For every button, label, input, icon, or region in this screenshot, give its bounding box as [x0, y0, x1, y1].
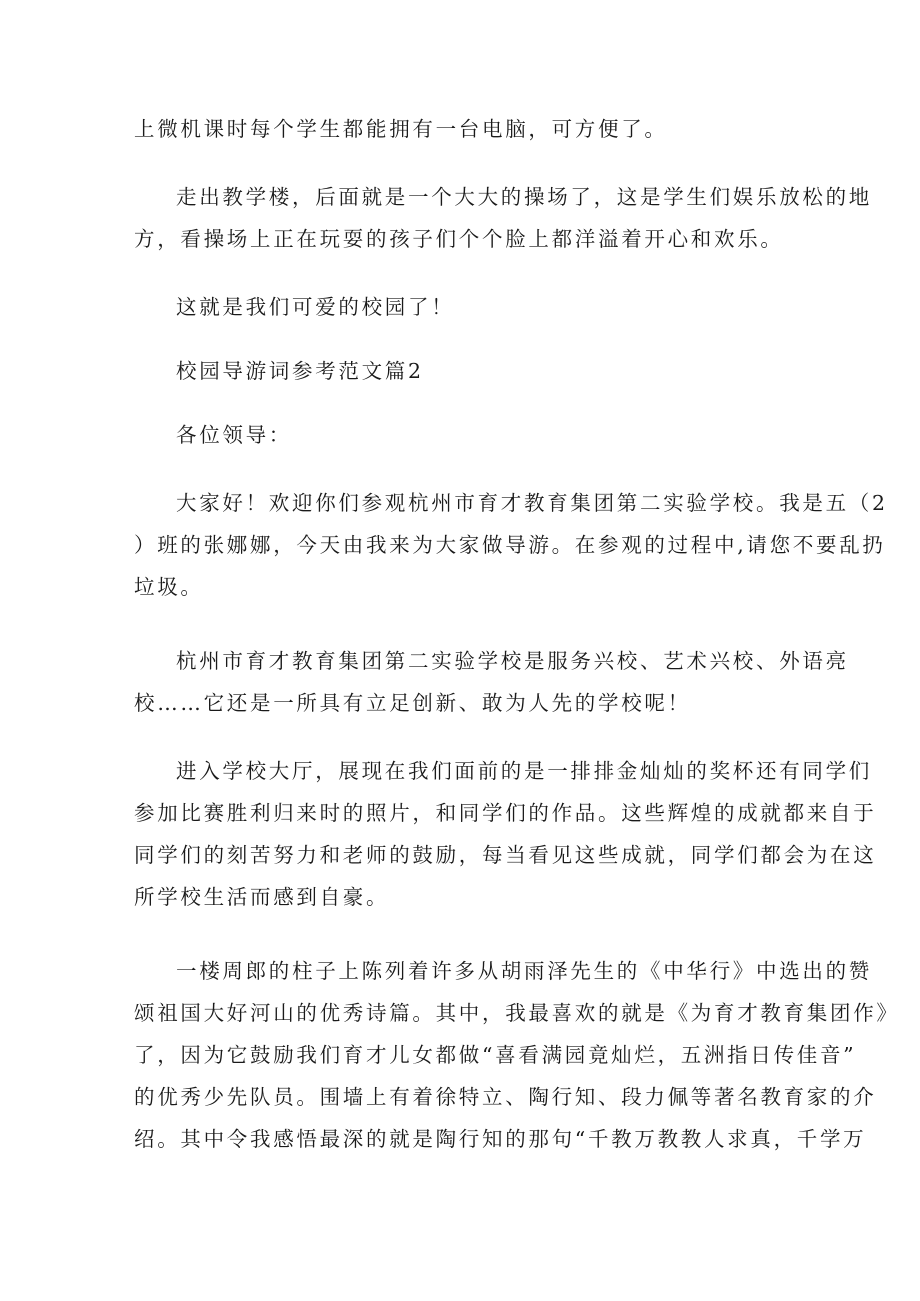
paragraph-9	[134, 950, 900, 1160]
paragraph-3	[176, 286, 454, 328]
section-heading-text: 校园导游词参考范文篇2	[176, 359, 424, 383]
paragraph-line: 垃圾。	[134, 575, 204, 599]
paragraph-7	[134, 640, 849, 724]
paragraph-line: 这就是我们可爱的校园了！	[176, 295, 455, 319]
paragraph-line: 的优秀少先队员。围墙上有着徐特立、陶行知、段力佩等著名教育家的介	[134, 1085, 877, 1109]
section-heading	[176, 350, 424, 392]
paragraph-line: 大家好！欢迎你们参观杭州市育才教育集团第二实验学校。我是五（2	[176, 491, 888, 515]
paragraph-line: ）班的张娜娜，今天由我来为大家做导游。在参观的过程中,请您不要乱扔	[134, 533, 886, 557]
paragraph-line: 了，因为它鼓励我们育才儿女都做“喜看满园竟灿烂，五洲指日传佳音”	[134, 1043, 857, 1067]
paragraph-6	[134, 482, 888, 608]
paragraph-line: 校……它还是一所具有立足创新、敢为人先的学校呢！	[134, 691, 691, 715]
paragraph-line: 一楼周郎的柱子上陈列着许多从胡雨泽先生的《中华行》中选出的赞	[176, 959, 872, 983]
paragraph-line: 方，看操场上正在玩耍的孩子们个个脸上都洋溢着开心和欢乐。	[134, 227, 784, 251]
paragraph-line: 上微机课时每个学生都能拥有一台电脑，可方便了。	[134, 117, 668, 141]
paragraph-line: 颂祖国大好河山的优秀诗篇。其中，我最喜欢的就是《为育才教育集团作》	[134, 1001, 900, 1025]
paragraph-line: 绍。其中令我感悟最深的就是陶行知的那句“千教万教教人求真，千学万	[134, 1127, 867, 1151]
paragraph-line: 参加比赛胜利归来时的照片，和同学们的作品。这些辉煌的成就都来自于	[134, 801, 877, 825]
salutation	[176, 414, 292, 456]
paragraph-line: 走出教学楼，后面就是一个大大的操场了，这是学生们娱乐放松的地	[176, 185, 872, 209]
paragraph-line: 进入学校大厅，展现在我们面前的是一排排金灿灿的奖杯还有同学们	[176, 759, 872, 783]
paragraph-1	[134, 108, 794, 150]
paragraph-2	[134, 176, 872, 260]
paragraph-line: 同学们的刻苦努力和老师的鼓励，每当看见这些成就，同学们都会为在这	[134, 843, 877, 867]
paragraph-line: 所学校生活而感到自豪。	[134, 885, 390, 909]
paragraph-line: 杭州市育才教育集团第二实验学校是服务兴校、艺术兴校、外语亮	[176, 649, 849, 673]
salutation-text: 各位领导：	[176, 423, 292, 447]
paragraph-8	[134, 750, 877, 918]
